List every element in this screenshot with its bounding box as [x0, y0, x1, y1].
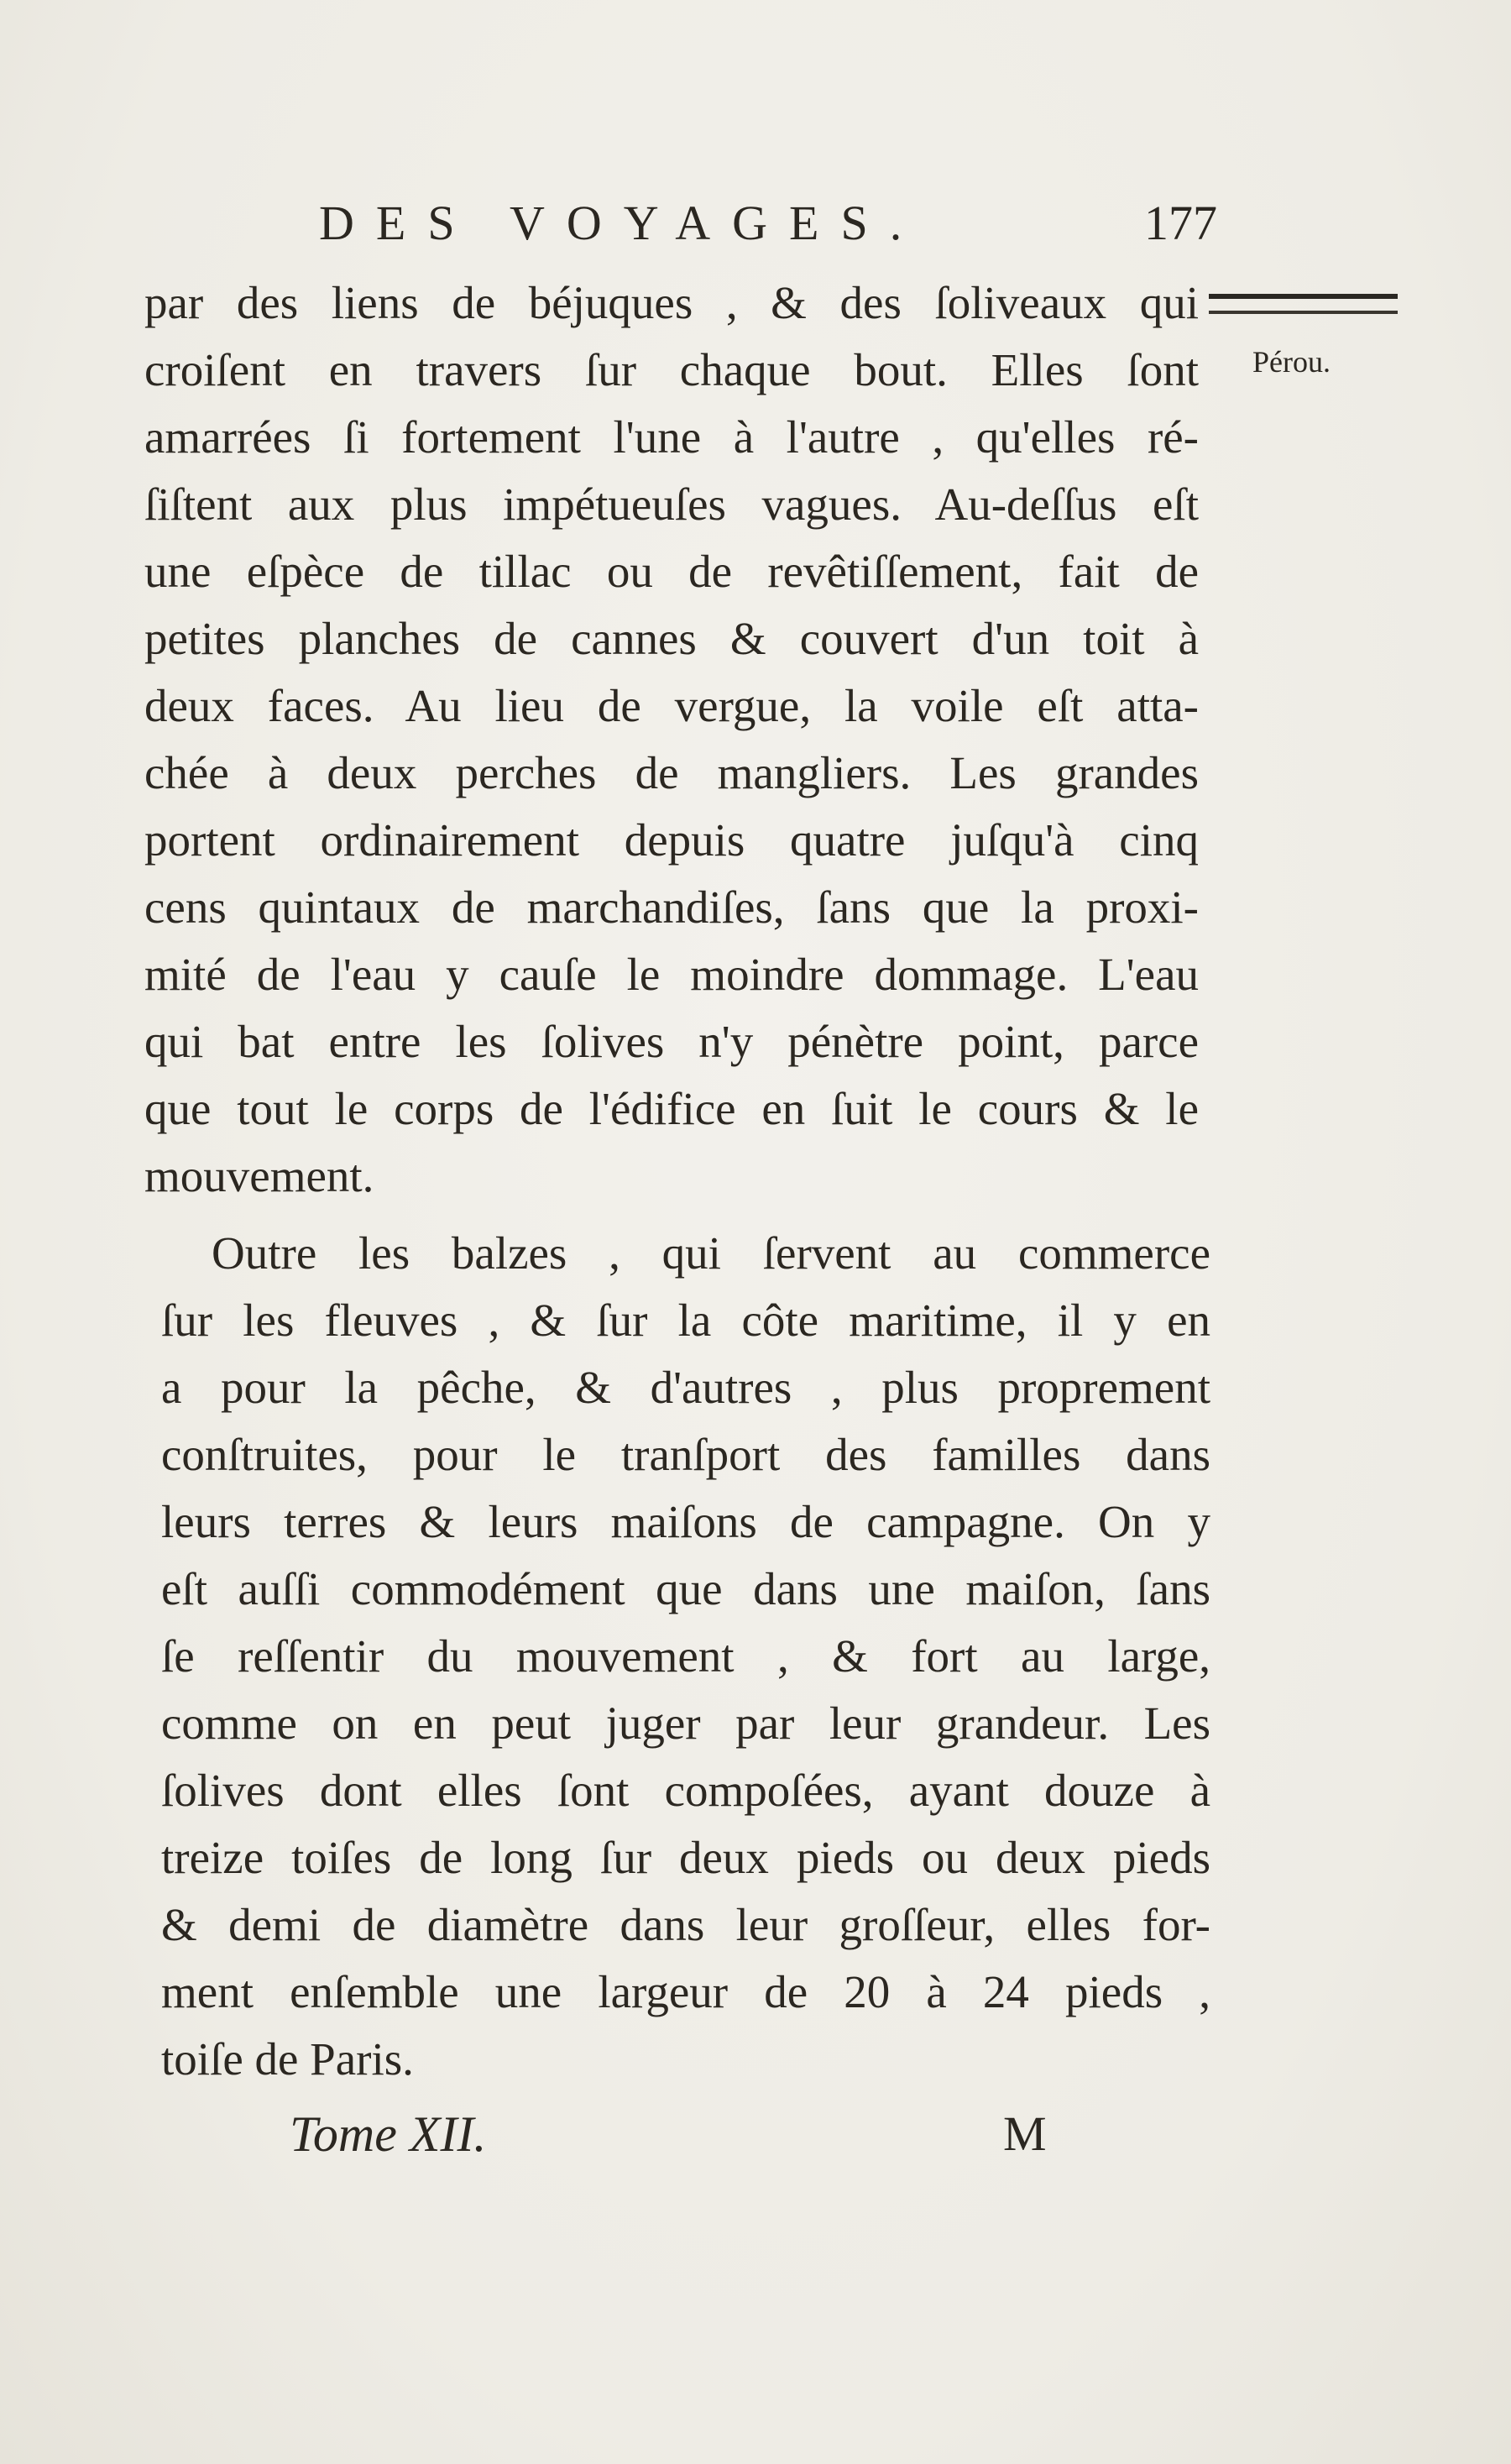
- text-line: croiſent en travers ſur chaque bout. Elles ſont: [144, 344, 1199, 395]
- text-line: toiſe de Paris.: [161, 2033, 414, 2085]
- running-title: DES VOYAGES.: [319, 196, 924, 250]
- text-line: mouvement.: [144, 1150, 374, 1201]
- text-line: mité de l'eau y cauſe le moindre dommage. L'eau: [144, 949, 1199, 1000]
- text-line: leurs terres & leurs maiſons de campagne. On y: [161, 1496, 1210, 1547]
- text-line: chée à deux perches de mangliers. Les grandes: [144, 747, 1199, 798]
- signature-mark: M: [1003, 2106, 1047, 2161]
- text-line: deux faces. Au lieu de vergue, la voile eſt atta-: [144, 680, 1199, 731]
- page-header: [319, 195, 1217, 262]
- text-line: Outre les balzes , qui ſervent au commerce: [212, 1227, 1210, 1279]
- text-line: cens quintaux de marchandiſes, ſans que la proxi-: [144, 881, 1199, 933]
- text-line: ſiſtent aux plus impétueuſes vagues. Au-deſſus eſt: [144, 479, 1199, 530]
- text-line: ſe reſſentir du mouvement , & fort au large,: [161, 1630, 1210, 1682]
- text-line: comme on en peut juger par leur grandeur. Les: [161, 1698, 1210, 1749]
- text-line: ſur les fleuves , & ſur la côte maritime, il y en: [161, 1295, 1210, 1346]
- text-line: ment enſemble une largeur de 20 à 24 pieds ,: [161, 1966, 1210, 2017]
- margin-rule: [1209, 294, 1398, 314]
- paragraph-2: [161, 1220, 1210, 2093]
- text-line: a pour la pêche, & d'autres , plus proprement: [161, 1362, 1210, 1413]
- text-line: portent ordinairement depuis quatre juſqu'à cinq: [144, 814, 1199, 866]
- paragraph-1: [144, 269, 1199, 1210]
- text-line: amarrées ſi fortement l'une à l'autre , qu'elles ré-: [144, 411, 1199, 463]
- text-line: une eſpèce de tillac ou de revêtiſſement, fait de: [144, 546, 1199, 597]
- margin-note: Pérou.: [1252, 345, 1331, 379]
- text-line: par des liens de béjuques , & des ſoliveaux qui: [144, 277, 1199, 328]
- text-line: petites planches de cannes & couvert d'un toit à: [144, 613, 1199, 664]
- text-line: & demi de diamètre dans leur groſſeur, elles for-: [161, 1899, 1210, 1950]
- text-line: treize toiſes de long ſur deux pieds ou deux pieds: [161, 1832, 1210, 1883]
- text-line: ſolives dont elles ſont compoſées, ayant douze à: [161, 1765, 1210, 1816]
- page-number: 177: [1144, 196, 1217, 250]
- text-line: que tout le corps de l'édifice en ſuit le cours & le: [144, 1083, 1199, 1134]
- signature-line: Tome XII.: [290, 2106, 487, 2162]
- text-line: qui bat entre les ſolives n'y pénètre point, parce: [144, 1016, 1199, 1067]
- text-line: eſt auſſi commodément que dans une maiſon, ſans: [161, 1563, 1210, 1614]
- text-line: conſtruites, pour le tranſport des familles dans: [161, 1429, 1210, 1480]
